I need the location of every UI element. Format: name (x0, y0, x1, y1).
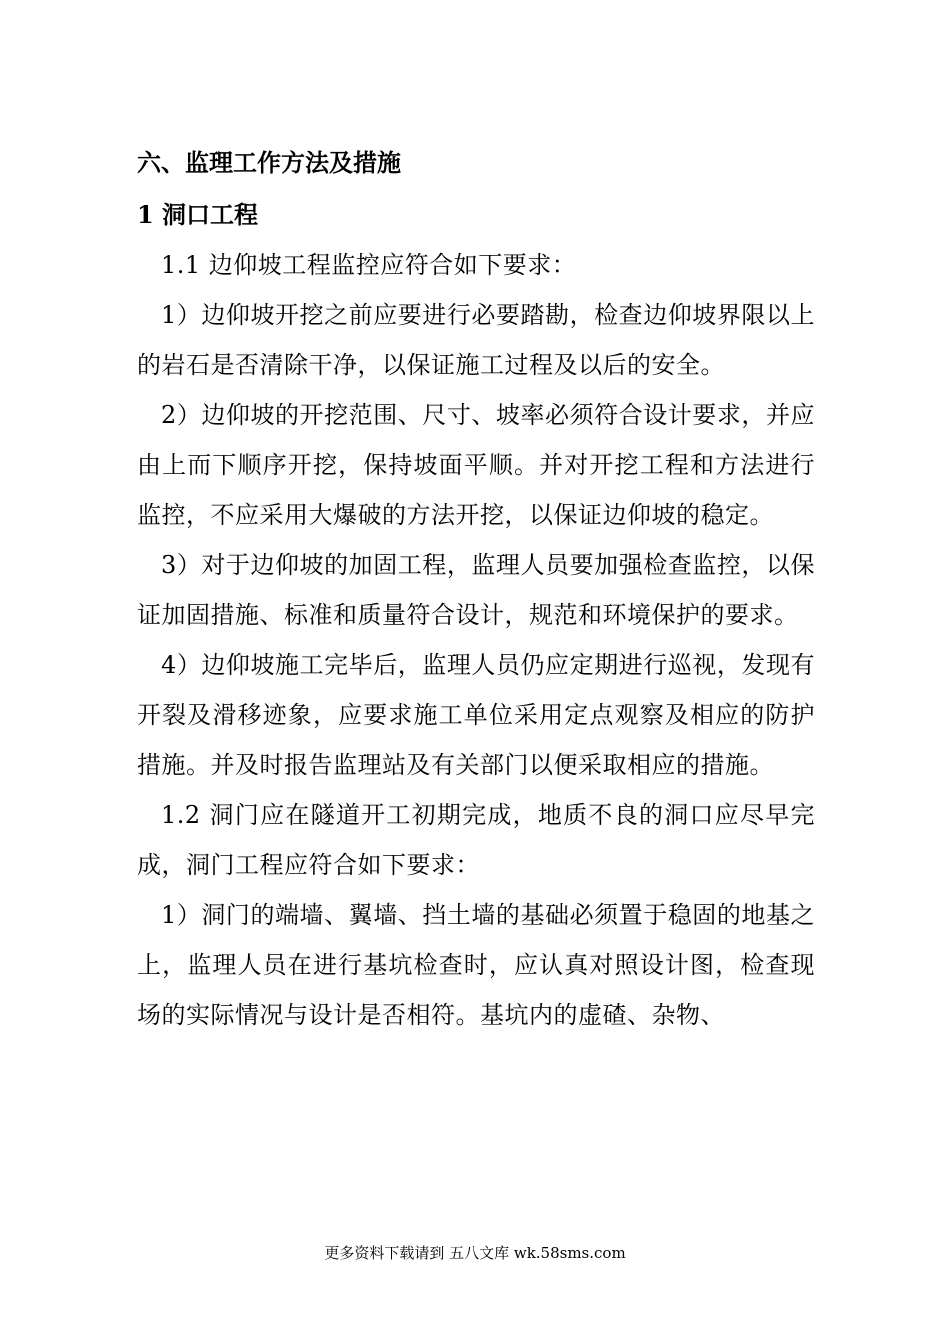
paragraph-item-1: 1）边仰坡开挖之前应要进行必要踏勘，检查边仰坡界限以上的岩石是否清除干净，以保证施工过程及以后的安全。 (137, 301, 815, 379)
paragraph-1-2-intro: 1.2 洞门应在隧道开工初期完成，地质不良的洞口应尽早完成，洞门工程应符合如下要求： (137, 801, 815, 879)
paragraph-item-2: 2）边仰坡的开挖范围、尺寸、坡率必须符合设计要求，并应由上而下顺序开挖，保持坡面平顺。并对开挖工程和方法进行监控，不应采用大爆破的方法开挖，以保证边仰坡的稳定。 (137, 401, 815, 529)
section-title: 六、监理工作方法及措施 (137, 148, 401, 177)
paragraph-item-4: 4）边仰坡施工完毕后，监理人员仍应定期进行巡视，发现有开裂及滑移迹象，应要求施工单位采用定点观察及相应的防护措施。并及时报告监理站及有关部门以便采取相应的措施。 (137, 651, 815, 779)
document-page (137, 138, 815, 1040)
paragraph-item-3: 3）对于边仰坡的加固工程，监理人员要加强检查监控，以保证加固措施、标准和质量符合设计，规范和环境保护的要求。 (137, 551, 815, 629)
subsection-title: 1 洞口工程 (137, 200, 259, 229)
footer-link-text[interactable]: 更多资料下载请到 五八文库 wk.58sms.com (324, 1244, 626, 1262)
paragraph-door-item-1: 1）洞门的端墙、翼墙、挡土墙的基础必须置于稳固的地基之上，监理人员在进行基坑检查时，应认真对照设计图，检查现场的实际情况与设计是否相符。基坑内的虚碴、杂物、 (137, 901, 815, 1029)
paragraph-1-1-intro: 1.1 边仰坡工程监控应符合如下要求： (161, 251, 577, 279)
